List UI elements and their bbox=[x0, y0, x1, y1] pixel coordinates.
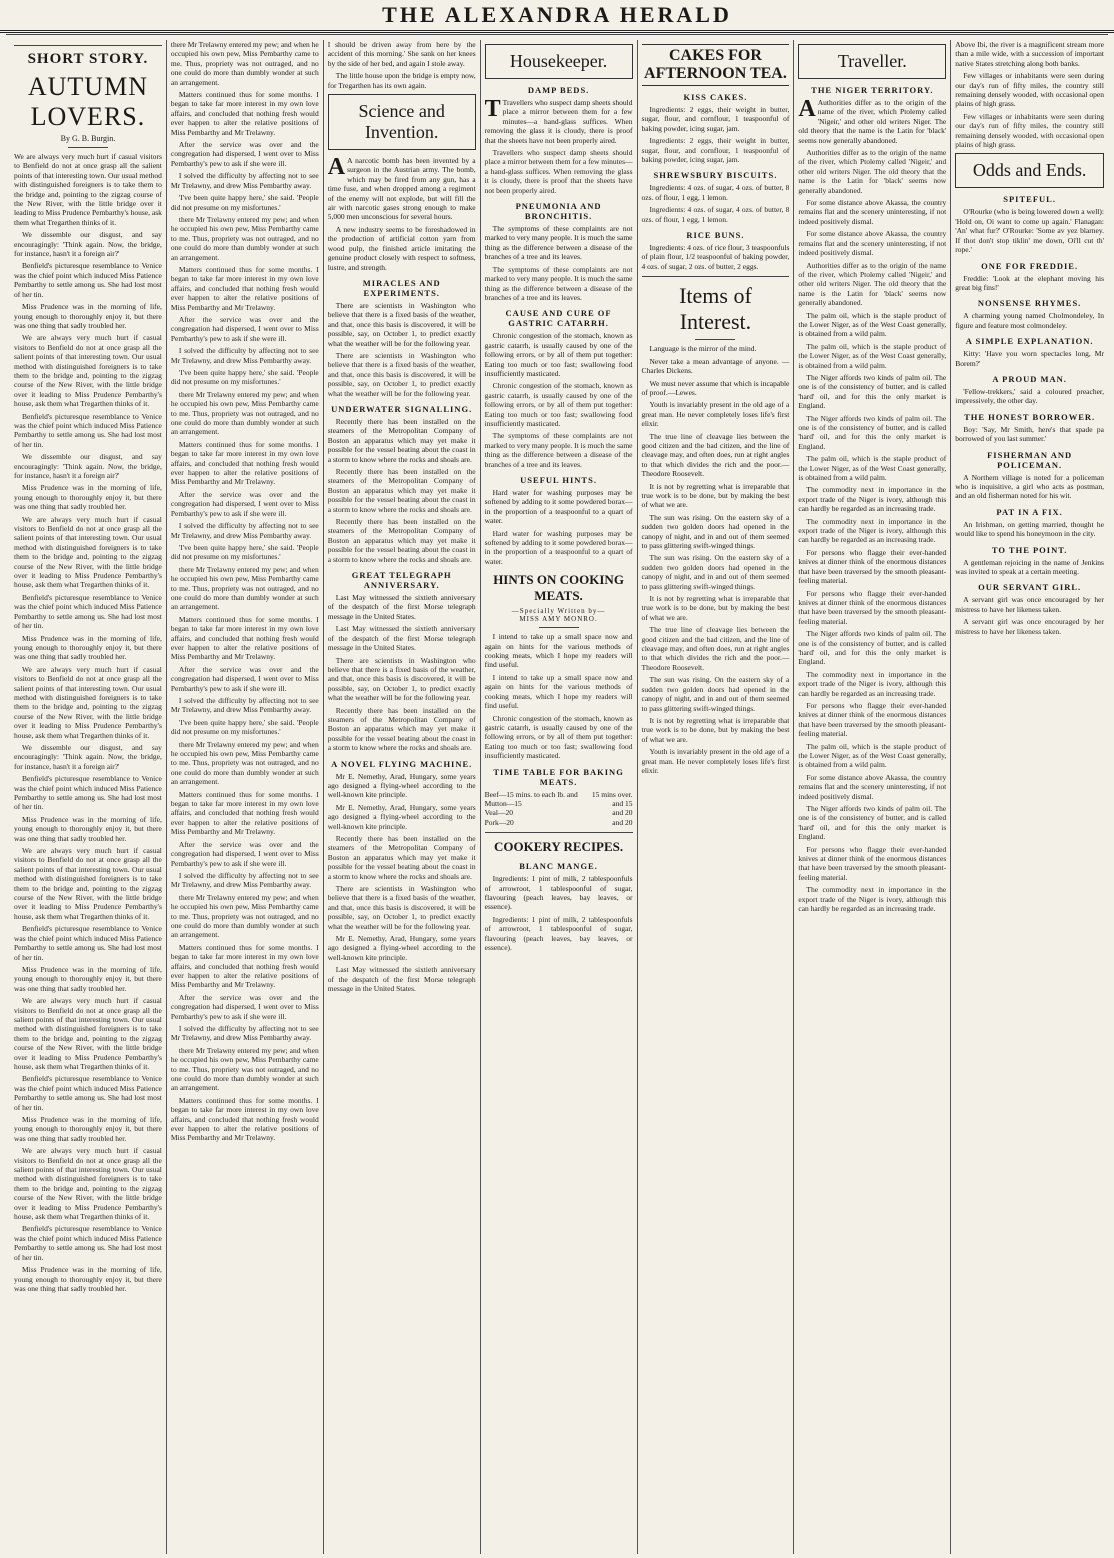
article-heading: GREAT TELEGRAPH ANNIVERSARY. bbox=[351, 570, 452, 591]
story-paragraph: After the service was over and the congregation had dispersed, I went over to Miss Pembarthy's pew to ask if she were ill. bbox=[170, 992, 319, 1021]
article-paragraph: For some distance above Akassa, the country remains flat and the scenery uninteresting, if not indeed positively dismal. bbox=[798, 772, 947, 801]
recipe-paragraph: Ingredients: 1 pint of milk, 2 tablespoonfuls of arrowroot, 1 tablespoonful of sugar, flavouring (peach leaves, bay leaves, or essence). bbox=[484, 914, 633, 952]
story-paragraph: Benfield's picturesque resemblance to Venice was the chief point which induced Miss Patience Pembarthy to settle among us. She had lost most of her tin. bbox=[14, 1074, 162, 1112]
joke-paragraph: A servant girl was once encouraged by her mistress to have her likeness taken. bbox=[955, 595, 1104, 614]
story-paragraph: We are always very much hurt if casual visitors to Benfield do not at once grasp all the salient points of that interesting town. Our usual method with distinguished foreigners is to take them to the bridge and, pointing to the zigzag course of the New River, with the little bridge over it leading to Miss Prudence Pembarthy's house, ask them what Tregarthen thinks of it. bbox=[14, 664, 162, 740]
masthead-rule bbox=[6, 34, 1108, 35]
article-paragraph: The Niger affords two kinds of palm oil. The one is of the consistency of butter, and is called 'hard' oil, and for this the only market is England. bbox=[798, 804, 947, 842]
article-heading: THE NIGER TERRITORY. bbox=[811, 85, 934, 95]
quote-paragraph: The true line of cleavage lies between the good citizen and the bad citizen, and the line of cleavage may, and often does, run at right angles to that which divides the rich and the poor.—Theodore Roosevelt. bbox=[641, 625, 790, 672]
columns bbox=[10, 40, 1108, 1554]
time-table-label: Mutton—15 bbox=[484, 798, 522, 808]
article-heading: UNDERWATER SIGNALLING. bbox=[331, 403, 473, 414]
story-paragraph: After the service was over and the congregation had dispersed, I went over to Miss Pembarthy's pew to ask if she were ill. bbox=[170, 664, 319, 693]
section-banner-housekeeper: Housekeeper. bbox=[485, 44, 633, 79]
article-paragraph: There are scientists in Washington who believe that there is a fixed basis of the weather, and that, once this basis is discovered, it will be possible, say, on October 1, to predict exactly what the weather will be for the following year. bbox=[327, 300, 476, 348]
quote-paragraph: The sun was rising. On the eastern sky of a sudden two golden doors had opened in the canopy of night, and in and out of them seemed to pass glittering swift-winged things. bbox=[641, 512, 790, 550]
article-paragraph: The commodity next in importance in the export trade of the Niger is ivory, although this can hardly be regarded as an increasing trade. bbox=[798, 669, 947, 698]
article-paragraph: Last May witnessed the sixtieth anniversary of the despatch of the first Morse telegraph message in the United States. bbox=[327, 965, 476, 994]
story-paragraph: 'I've been quite happy here,' she said. 'People did not presume on my misfortunes.' bbox=[170, 717, 319, 737]
article-paragraph: The Niger affords two kinds of palm oil. The one is of the consistency of butter, and is called 'hard' oil, and for this the only market is England. bbox=[798, 372, 947, 411]
story-paragraph: Benfield's picturesque resemblance to Venice was the chief point which induced Miss Patience Pembarthy to settle among us. She had lost most of her tin. bbox=[14, 261, 162, 299]
article-paragraph: Chronic congestion of the stomach, known as gastric catarrh, is usually caused by one of the following errors, or by all of them put together: Eating too much or too fast; swallowing food insufficiently masticated. bbox=[484, 331, 633, 378]
article-paragraph: The palm oil, which is the staple product of the Lower Niger, as of the West Coast generally, is obtained from a wild palm. bbox=[798, 341, 947, 370]
quote-paragraph: Youth is invariably present in the old age of a great man. He never completely loses life's first elixir. bbox=[641, 747, 790, 775]
quote-paragraph: It is not by regretting what is irreparable that true work is to be done, but by making the best of what we are. bbox=[641, 715, 790, 744]
story-paragraph: there Mr Trelawny entered my pew; and when he occupied his own pew, Miss Pembarthy came to me. Thus, propriety was not outraged, and no one could do more than dumbly wonder at such an arrangement. bbox=[170, 739, 319, 787]
joke-heading: OUR SERVANT GIRL. bbox=[978, 582, 1082, 593]
story-paragraph: there Mr Trelawny entered my pew; and when he occupied his own pew, Miss Pembarthy came to me. Thus, propriety was not outraged, and no one could do more than dumbly wonder at such an arrangement. bbox=[170, 214, 319, 262]
story-paragraph: We are always very much hurt if casual visitors to Benfield do not at once grasp all the salient points of that interesting town. Our usual method with distinguished foreigners is to take them to the bridge and, pointing to the zigzag course of the New River, with the little bridge over it leading to Miss Prudence Pembarthy's house, ask them what Tregarthen thinks of it. bbox=[14, 1146, 162, 1222]
article-paragraph: Recently there has been installed on the steamers of the Metropolitan Company of Boston an apparatus which may yet make it possible for the vessel beating about the coast in a storm to know where the rocks and shoals are. bbox=[327, 416, 476, 464]
masthead-title: THE ALEXANDRA HERALD bbox=[382, 2, 732, 27]
article-paragraph: Few villages or inhabitants were seen during our day's run of fifty miles, the country still remaining densely wooded, with occasional open plains of high grass. bbox=[955, 71, 1104, 109]
joke-paragraph: An Irishman, on getting married, thought he would like to spend his honeymoon in the city. bbox=[955, 519, 1104, 539]
story-paragraph: We are always very much hurt if casual visitors to Benfield do not at once grasp all the salient points of that interesting town. Our usual method with distinguished foreigners is to take them to the bridge and, pointing to the zigzag course of the New River, with the little bridge over it leading to Miss Prudence Pembarthy's house, ask them what Tregarthen thinks of it. bbox=[14, 996, 162, 1071]
story-paragraph: Miss Prudence was in the morning of life, young enough to thoroughly enjoy it, but there was one thing that sadly troubled her. bbox=[14, 1115, 162, 1143]
article-heading: COOKERY RECIPES. bbox=[494, 839, 624, 855]
joke-paragraph: O'Rourke (who is being lowered down a well): 'Hold on, Oi want to come up again.' Flanagan: 'An' what fur?' O'Rourke: 'Some av yez blarney. If thot don't stop tiklin' me down, Oi'll cut th' rope.' bbox=[955, 207, 1104, 255]
story-paragraph: After the service was over and the congregation had dispersed, I went over to Miss Pembarthy's pew to ask if she were ill. bbox=[170, 314, 319, 343]
article-paragraph: Hard water for washing purposes may be softened by adding to it some powdered borax—in the proportion of a teaspoonful to a quart of water. bbox=[484, 488, 633, 526]
story-paragraph: We dissemble our disgust, and say encouragingly: 'Think again. Now, the bridge, for instance, hasn't it a foreign air?' bbox=[14, 230, 162, 259]
story-paragraph: After the service was over and the congregation had dispersed, I went over to Miss Pembarthy's pew to ask if she were ill. bbox=[170, 140, 319, 168]
joke-heading: FISHERMAN AND POLICEMAN. bbox=[987, 449, 1073, 470]
recipe-heading: KISS CAKES. bbox=[683, 92, 748, 102]
story-paragraph: We are always very much hurt if casual visitors to Benfield do not at once grasp all the salient points of that interesting town. Our usual method with distinguished foreigners is to take them to the bridge and, pointing to the zigzag course of the New River, with the little bridge over it leading to Miss Prudence Pembarthy's house, ask them what Tregarthen thinks of it. bbox=[14, 514, 162, 590]
quote-paragraph: Never take a mean advantage of anyone. —Charles Dickens. bbox=[641, 356, 790, 376]
story-paragraph: I solved the difficulty by affecting not to see Mr Trelawny, and drew Miss Pembarthy away. bbox=[170, 171, 319, 190]
article-paragraph: The symptoms of these complaints are not marked to very many people. It is much the same thing as the difference between a disease of the branches of a tree and its leaves. bbox=[484, 264, 633, 302]
article-paragraph: The symptoms of these complaints are not marked to very many people. It is much the same thing as the difference between a disease of the branches of a tree and its leaves. bbox=[484, 431, 633, 469]
article-paragraph: Few villages or inhabitants were seen during our day's run of fifty miles, the country still remaining densely wooded, with occasional open plains of high grass. bbox=[955, 111, 1104, 150]
article-paragraph bbox=[485, 98, 633, 145]
article-paragraph: Mr E. Nemethy, Arad, Hungary, some years ago designed a flying-wheel according to the well-known kite principle. bbox=[327, 802, 476, 831]
time-table-row bbox=[485, 808, 633, 817]
story-title: AUTUMN LOVERS. bbox=[27, 72, 148, 131]
article-paragraph: For persons who flagge their ever-handed knives at dinner think of the enormous distances that have been traversed by the smooth pleasant-feeling material. bbox=[798, 547, 947, 586]
story-paragraph: I should be driven away from here by the accident of this morning.' She sank on her knees by the side of her bed, and again I stole away. bbox=[327, 40, 476, 68]
time-table-value: and 20 bbox=[612, 817, 633, 827]
masthead bbox=[0, 0, 1114, 33]
baking-time-table bbox=[485, 790, 633, 828]
recipe-paragraph: Ingredients: 2 eggs, their weight in butter, sugar, flour, and cornflour, 1 teaspoonful of baking powder, icing sugar, jam. bbox=[641, 136, 790, 165]
time-table-value: and 15 bbox=[612, 798, 633, 808]
story-paragraph: Miss Prudence was in the morning of life, young enough to thoroughly enjoy it, but there was one thing that sadly troubled her. bbox=[14, 483, 162, 512]
section-banner-cakes: CAKES FOR AFTERNOON TEA. bbox=[642, 44, 790, 86]
divider bbox=[695, 339, 735, 340]
story-paragraph: I solved the difficulty by affecting not to see Mr Trelawny, and drew Miss Pembarthy away. bbox=[170, 696, 319, 715]
story-paragraph: there Mr Trelawny entered my pew; and when he occupied his own pew, Miss Pembarthy came to me. Thus, propriety was not outraged, and no one could do more than dumbly wonder at such an arrangement. bbox=[170, 40, 319, 87]
story-paragraph: We are always very much hurt if casual visitors to Benfield do not at once grasp all the salient points of that interesting town. Our usual method with distinguished foreigners is to take them to the bridge and, pointing to the zigzag course of the New River, with the little bridge over it leading to Miss Prudence Pembarthy's house, ask them what Tregarthen thinks of it. bbox=[14, 333, 162, 409]
article-paragraph: Last May witnessed the sixtieth anniversary of the despatch of the first Morse telegraph message in the United States. bbox=[327, 593, 476, 621]
column-3 bbox=[324, 40, 481, 1554]
section-banner-traveller: Traveller. bbox=[798, 44, 946, 79]
article-paragraph: Recently there has been installed on the steamers of the Metropolitan Company of Boston an apparatus which may yet make it possible for the vessel beating about the coast in a storm to know where the rocks and shoals are. bbox=[327, 467, 476, 514]
story-paragraph: 'I've been quite happy here,' she said. 'People did not presume on my misfortunes.' bbox=[170, 368, 319, 387]
article-paragraph: Authorities differ as to the origin of the name of the river, which Ptolemy called 'Nigeir,' and other old writers Niger. The old theory that the name is the Latin for 'black' seems now generally abandoned. bbox=[798, 260, 947, 308]
story-byline: By G. B. Burgin. bbox=[60, 134, 116, 143]
article-paragraph bbox=[798, 98, 946, 145]
article-heading: TIME TABLE FOR BAKING MEATS. bbox=[493, 766, 624, 787]
section-banner-items: Items of Interest. bbox=[679, 283, 752, 335]
article-paragraph: Mr E. Nemethy, Arad, Hungary, some years ago designed a flying-wheel according to the well-known kite principle. bbox=[327, 771, 476, 800]
column-5 bbox=[638, 40, 795, 1554]
time-table-label: Veal—20 bbox=[484, 808, 513, 818]
divider bbox=[485, 832, 633, 833]
article-paragraph: I intend to take up a small space now and again on hints for the various methods of cooking meats, which I hope my readers will find useful. bbox=[484, 672, 633, 711]
article-paragraph: There are scientists in Washington who believe that there is a fixed basis of the weather, and that, once this basis is discovered, it will be possible, say, on October 1, to predict exactly what the weather will be for the following year. bbox=[327, 655, 476, 703]
joke-paragraph: A Northern village is noted for a policeman who is inquisitive, a girl who acts as postman, and an old fisherman noted for his wit. bbox=[955, 472, 1104, 501]
article-credit: —Specially Written by— bbox=[511, 607, 606, 616]
story-paragraph: We are always very much hurt if casual visitors to Benfield do not at once grasp all the salient points of that interesting town. Our usual method with distinguished foreigners is to take them to the bridge and, pointing to the zigzag course of the New River, with the little bridge over it leading to Miss Prudence Pembarthy's house, ask them what Tregarthen thinks of it. bbox=[14, 152, 162, 227]
article-paragraph: Chronic congestion of the stomach, known as gastric catarrh, is usually caused by one of the following errors, or by all of them put together: Eating too much or too fast; swallowing food insufficiently masticated. bbox=[484, 381, 633, 428]
article-heading: PNEUMONIA AND BRONCHITIS. bbox=[515, 201, 602, 222]
article-credit-author: MISS AMY MONRO. bbox=[519, 615, 598, 624]
story-paragraph: Miss Prudence was in the morning of life, young enough to thoroughly enjoy it, but there was one thing that sadly troubled her. bbox=[14, 964, 162, 993]
article-paragraph: The palm oil, which is the staple product of the Lower Niger, as of the West Coast generally, is obtained from a wild palm. bbox=[798, 454, 947, 483]
story-paragraph: Matters continued thus for some months. I began to take far more interest in my own love affairs, and concluded that nothing fresh would ever happen to alter the relative positions of Miss Pembarthy and Mr Trelawny. bbox=[170, 264, 319, 312]
recipe-paragraph: Ingredients: 4 ozs. of sugar, 4 ozs. of butter, 8 ozs. of flour, 1 egg, 1 lemon. bbox=[641, 183, 790, 202]
section-banner-odds: Odds and Ends. bbox=[955, 153, 1104, 188]
quote-paragraph: The sun was rising. On the eastern sky of a sudden two golden doors had opened in the canopy of night, and in and out of them seemed to pass glittering swift-winged things. bbox=[641, 675, 790, 713]
divider bbox=[539, 627, 579, 628]
article-text: Authorities differ as to the origin of the name of the river, which Ptolemy called 'Nigeir,' and other old writers Niger. The old theory that the name is the Latin for 'black' seems now generally abandoned. bbox=[798, 98, 947, 145]
article-paragraph: The palm oil, which is the staple product of the Lower Niger, as of the West Coast generally, is obtained from a wild palm. bbox=[798, 741, 947, 770]
joke-heading: TO THE POINT. bbox=[991, 544, 1068, 555]
time-table-value: and 20 bbox=[612, 808, 633, 818]
joke-paragraph: Kitty: 'Have you worn spectacles long, Mr Borem?' bbox=[955, 349, 1104, 368]
story-paragraph: there Mr Trelawny entered my pew; and when he occupied his own pew, Miss Pembarthy came to me. Thus, propriety was not outraged, and no one could do more than dumbly wonder at such an arrangement. bbox=[170, 892, 319, 940]
story-paragraph: 'I've been quite happy here,' she said. 'People did not presume on my misfortunes.' bbox=[170, 193, 319, 212]
article-paragraph: For persons who flagge their ever-handed knives at dinner think of the enormous distances that have been traversed by the smooth pleasant-feeling material. bbox=[798, 588, 947, 626]
story-paragraph: Benfield's picturesque resemblance to Venice was the chief point which induced Miss Patience Pembarthy to settle among us. She had lost most of her tin. bbox=[14, 411, 162, 449]
article-paragraph: The symptoms of these complaints are not marked to very many people. It is much the same thing as the difference between a disease of the branches of a tree and its leaves. bbox=[484, 224, 633, 262]
section-banner-science: Science and Invention. bbox=[328, 94, 476, 150]
article-paragraph: Authorities differ as to the origin of the name of the river, which Ptolemy called 'Nigeir,' and other old writers Niger. The old theory that the name is the Latin for 'black' seems now generally abandoned. bbox=[798, 148, 947, 195]
joke-heading: PAT IN A FIX. bbox=[996, 506, 1063, 517]
article-paragraph: Hard water for washing purposes may be softened by adding to it some powdered borax—in the proportion of a teaspoonful to a quart of water. bbox=[484, 528, 633, 566]
article-paragraph: Last May witnessed the sixtieth anniversary of the despatch of the first Morse telegraph message in the United States. bbox=[327, 624, 476, 653]
story-paragraph: Benfield's picturesque resemblance to Venice was the chief point which induced Miss Patience Pembarthy to settle among us. She had lost most of her tin. bbox=[14, 592, 162, 631]
dropcap: T bbox=[484, 96, 501, 122]
quote-paragraph: We must never assume that which is incapable of proof.—Lewes. bbox=[641, 378, 790, 397]
article-paragraph: Above Ibi, the river is a magnificent stream more than a mile wide, with a succession of important native States stretching along both banks. bbox=[955, 40, 1104, 68]
story-paragraph: I solved the difficulty by affecting not to see Mr Trelawny, and drew Miss Pembarthy away. bbox=[170, 521, 319, 540]
article-heading: USEFUL HINTS. bbox=[520, 475, 597, 485]
column-6 bbox=[794, 40, 951, 1554]
story-paragraph: there Mr Trelawny entered my pew; and when he occupied his own pew, Miss Pembarthy came to me. Thus, propriety was not outraged, and no one could do more than dumbly wonder at such an arrangement. bbox=[170, 389, 319, 437]
joke-heading: ONE FOR FREDDIE. bbox=[981, 260, 1079, 271]
story-paragraph: We dissemble our disgust, and say encouragingly: 'Think again. Now, the bridge, for instance, hasn't it a foreign air?' bbox=[14, 742, 162, 771]
quote-paragraph: Youth is invariably present in the old age of a great man. He never completely loses life's first elixir. bbox=[641, 400, 790, 429]
divider bbox=[68, 147, 108, 148]
story-paragraph: Matters continued thus for some months. I began to take far more interest in my own love affairs, and concluded that nothing fresh would ever happen to alter the relative positions of Miss Pembarthy and Mr Trelawny. bbox=[170, 942, 319, 990]
joke-paragraph: Freddie: 'Look at the elephant moving his great big fins!' bbox=[955, 273, 1104, 292]
story-paragraph: Matters continued thus for some months. I began to take far more interest in my own love affairs, and concluded that nothing fresh would ever happen to alter the relative positions of Miss Pembarthy and Mr Trelawny. bbox=[170, 90, 319, 137]
story-paragraph: Miss Prudence was in the morning of life, young enough to thoroughly enjoy it, but there was one thing that sadly troubled her. bbox=[14, 633, 162, 662]
quote-paragraph: Language is the mirror of the mind. bbox=[649, 344, 757, 354]
story-paragraph: there Mr Trelawny entered my pew; and when he occupied his own pew, Miss Pembarthy came to me. Thus, propriety was not outraged, and no one could do more than dumbly wonder at such an arrangement. bbox=[170, 1045, 319, 1093]
story-paragraph: I solved the difficulty by affecting not to see Mr Trelawny, and drew Miss Pembarthy away. bbox=[170, 346, 319, 365]
article-heading: MIRACLES AND EXPERIMENTS. bbox=[362, 277, 441, 298]
joke-heading: NONSENSE RHYMES. bbox=[977, 298, 1082, 309]
article-paragraph: Travellers who suspect damp sheets should place a mirror between them for a few minutes—a hand-glass suffices. When removing the glass it is cloudy, there is proof that the sheets have not been properly aired. bbox=[484, 148, 633, 195]
story-paragraph: Benfield's picturesque resemblance to Venice was the chief point which induced Miss Patience Pembarthy to settle among us. She had lost most of her tin. bbox=[14, 924, 162, 962]
story-paragraph: We are always very much hurt if casual visitors to Benfield do not at once grasp all the salient points of that interesting town. Our usual method with distinguished foreigners is to take them to the bridge and, pointing to the zigzag course of the New River, with the little bridge over it leading to Miss Prudence Pembarthy's house, ask them what Tregarthen thinks of it. bbox=[14, 846, 162, 921]
article-paragraph: For persons who flagge their ever-handed knives at dinner think of the enormous distances that have been traversed by the smooth pleasant-feeling material. bbox=[798, 844, 947, 882]
article-paragraph: The commodity next in importance in the export trade of the Niger is ivory, although this can hardly be regarded as an increasing trade. bbox=[798, 516, 947, 545]
quote-paragraph: The sun was rising. On the eastern sky of a sudden two golden doors had opened in the canopy of night, and in and out of them seemed to pass glittering swift-winged things. bbox=[641, 553, 790, 591]
article-paragraph bbox=[328, 156, 476, 222]
article-paragraph: Recently there has been installed on the steamers of the Metropolitan Company of Boston an apparatus which may yet make it possible for the vessel beating about the coast in a storm to know where the rocks and shoals are. bbox=[327, 517, 476, 564]
recipe-heading: RICE BUNS. bbox=[686, 230, 745, 241]
article-paragraph: The Niger affords two kinds of palm oil. The one is of the consistency of butter, and is called 'hard' oil, and for this the only market is England. bbox=[798, 629, 947, 667]
article-paragraph: Mr E. Nemethy, Arad, Hungary, some years ago designed a flying-wheel according to the well-known kite principle. bbox=[327, 934, 476, 962]
story-paragraph: After the service was over and the congregation had dispersed, I went over to Miss Pembarthy's pew to ask if she were ill. bbox=[170, 839, 319, 868]
recipe-paragraph: Ingredients: 1 pint of milk, 2 tablespoonfuls of arrowroot, 1 tablespoonful of sugar, flavouring (peach leaves, bay leaves, or essence). bbox=[484, 874, 633, 912]
article-paragraph: For persons who flagge their ever-handed knives at dinner think of the enormous distances that have been traversed by the smooth pleasant-feeling material. bbox=[798, 700, 947, 739]
story-paragraph: Miss Prudence was in the morning of life, young enough to thoroughly enjoy it, but there was one thing that sadly troubled her. bbox=[14, 302, 162, 330]
story-paragraph: Matters continued thus for some months. I began to take far more interest in my own love affairs, and concluded that nothing fresh would ever happen to alter the relative positions of Miss Pembarthy and Mr Trelawny. bbox=[170, 1095, 319, 1143]
story-paragraph: Benfield's picturesque resemblance to Venice was the chief point which induced Miss Patience Pembarthy to settle among us. She had lost most of her tin. bbox=[14, 774, 162, 812]
joke-heading: THE HONEST BORROWER. bbox=[964, 411, 1096, 422]
article-heading: DAMP BEDS. bbox=[527, 85, 590, 95]
article-paragraph: There are scientists in Washington who believe that there is a fixed basis of the weather, and that, once this basis is discovered, it will be possible, say, on October 1, to predict exactly what the weather will be for the following year. bbox=[327, 884, 476, 931]
time-table-row bbox=[485, 799, 633, 808]
article-text: Travellers who suspect damp sheets should place a mirror between them for a few minutes—a hand-glass suffices. When removing the glass it is cloudy, there is proof that the sheets have not been properly aired. bbox=[484, 98, 633, 145]
story-kicker: SHORT STORY. bbox=[27, 51, 149, 67]
recipe-paragraph: Ingredients: 4 ozs. of sugar, 4 ozs. of butter, 8 ozs. of flour, 1 egg, 1 lemon. bbox=[641, 205, 790, 224]
column-2 bbox=[167, 40, 324, 1554]
story-paragraph: Matters continued thus for some months. I began to take far more interest in my own love affairs, and concluded that nothing fresh would ever happen to alter the relative positions of Miss Pembarthy and Mr Trelawny. bbox=[170, 789, 319, 837]
article-paragraph: Chronic congestion of the stomach, known as gastric catarrh, is usually caused by one of the following errors, or by all of them put together: Eating too much or too fast; swallowing food insufficiently masticated. bbox=[484, 713, 633, 761]
joke-paragraph: A servant girl was once encouraged by her mistress to have her likeness taken. bbox=[955, 617, 1104, 636]
article-heading: CAUSE AND CURE OF GASTRIC CATARRH. bbox=[505, 308, 612, 329]
joke-paragraph: A charming young named Cholmondeley, In figure and feature most colmondeley. bbox=[955, 311, 1104, 330]
joke-heading: SPITEFUL. bbox=[1003, 194, 1056, 205]
article-paragraph: The commodity next in importance in the export trade of the Niger is ivory, although this can hardly be regarded as an increasing trade. bbox=[798, 885, 947, 914]
story-paragraph: Miss Prudence was in the morning of life, young enough to thoroughly enjoy it, but there was one thing that sadly troubled her. bbox=[14, 814, 162, 843]
article-text: A narcotic bomb has been invented by a surgeon in the Austrian army. The bomb, which may be fired from any gun, has a time fuse, and when dropped among a regiment of the enemy will not explode, but will fill the air with narcotic gases strong enough to make 5,000 men unconscious for several hours. bbox=[327, 156, 476, 222]
story-paragraph: The little house upon the bridge is empty now, for Tregarthen has its own again. bbox=[327, 71, 476, 90]
article-heading: A NOVEL FLYING MACHINE. bbox=[331, 758, 473, 769]
story-paragraph: 'I've been quite happy here,' she said. 'People did not presume on my misfortunes.' bbox=[170, 542, 319, 562]
time-table-value: 15 mins over. bbox=[591, 789, 633, 799]
story-paragraph: I solved the difficulty by affecting not to see Mr Trelawny, and drew Miss Pembarthy away. bbox=[170, 1024, 319, 1043]
joke-heading: A SIMPLE EXPLANATION. bbox=[965, 336, 1094, 347]
joke-paragraph: A gentleman rejoicing in the name of Jenkins was invited to speak at a certain meeting. bbox=[955, 557, 1104, 576]
article-paragraph: I intend to take up a small space now and again on hints for the various methods of cooking meats, which I hope my readers will find useful. bbox=[484, 632, 633, 670]
recipe-heading: SHREWSBURY BISCUITS. bbox=[653, 170, 778, 181]
quote-paragraph: It is not by regretting what is irreparable that true work is to be done, but by making the best of what we are. bbox=[641, 481, 790, 510]
recipe-paragraph: Ingredients: 2 eggs, their weight in butter, sugar, flour, and cornflour, 1 teaspoonful of baking powder, icing sugar, jam. bbox=[641, 105, 790, 133]
dropcap: A bbox=[327, 154, 346, 181]
time-table-row bbox=[485, 818, 633, 827]
story-paragraph: After the service was over and the congregation had dispersed, I went over to Miss Pembarthy's pew to ask if she were ill. bbox=[170, 489, 319, 518]
article-paragraph: There are scientists in Washington who believe that there is a fixed basis of the weather, and that, once this basis is discovered, it will be possible, say, on October 1, to predict exactly what the weather will be for the following year. bbox=[327, 350, 476, 398]
article-paragraph: Recently there has been installed on the steamers of the Metropolitan Company of Boston an apparatus which may yet make it possible for the vessel beating about the coast in a storm to know where the rocks and shoals are. bbox=[327, 705, 476, 753]
quote-paragraph: The true line of cleavage lies between the good citizen and the bad citizen, and the line of cleavage may, and often does, run at right angles to that which divides the rich and the poor.—Theodore Roosevelt. bbox=[641, 431, 790, 479]
time-table-row bbox=[485, 790, 633, 799]
column-4 bbox=[481, 40, 638, 1554]
time-table-label: Beef—15 mins. to each lb. and bbox=[484, 789, 578, 799]
article-paragraph: Recently there has been installed on the steamers of the Metropolitan Company of Boston an apparatus which may yet make it possible for the vessel beating about the coast in a storm to know where the rocks and shoals are. bbox=[327, 834, 476, 881]
article-heading: HINTS ON COOKING MEATS. bbox=[493, 572, 624, 604]
joke-heading: A PROUD MAN. bbox=[992, 373, 1067, 384]
divider bbox=[642, 276, 790, 277]
joke-paragraph: 'Fellow-trekkers,' said a coloured preacher, impressively, the other day. bbox=[955, 386, 1104, 406]
story-paragraph: I solved the difficulty by affecting not to see Mr Trelawny, and drew Miss Pembarthy away. bbox=[170, 870, 319, 890]
column-7 bbox=[951, 40, 1108, 1554]
article-paragraph: The palm oil, which is the staple product of the Lower Niger, as of the West Coast generally, is obtained from a wild palm. bbox=[798, 310, 947, 339]
divider bbox=[14, 45, 162, 46]
story-paragraph: Matters continued thus for some months. I began to take far more interest in my own love affairs, and concluded that nothing fresh would ever happen to alter the relative positions of Miss Pembarthy and Mr Trelawny. bbox=[170, 614, 319, 662]
article-paragraph: A new industry seems to be foreshadowed in the production of artificial cotton yarn from wood pulp, the finished article imitating the genuine product closely with respect to softness, lustre, and strength. bbox=[327, 224, 476, 272]
column-1 bbox=[10, 40, 167, 1554]
joke-paragraph: Boy: 'Say, Mr Smith, here's that spade pa borrowed of you last summer.' bbox=[955, 424, 1104, 444]
story-paragraph: Miss Prudence was in the morning of life, young enough to thoroughly enjoy it, but there was one thing that sadly troubled her. bbox=[14, 1265, 162, 1293]
article-paragraph: For some distance above Akassa, the country remains flat and the scenery uninteresting, if not indeed positively dismal. bbox=[798, 229, 947, 258]
story-paragraph: Benfield's picturesque resemblance to Venice was the chief point which induced Miss Patience Pembarthy to settle among us. She had lost most of her tin. bbox=[14, 1224, 162, 1262]
dropcap: A bbox=[798, 96, 816, 122]
quote-paragraph: It is not by regretting what is irreparable that true work is to be done, but by making the best of what we are. bbox=[641, 594, 790, 622]
article-paragraph: For some distance above Akassa, the country remains flat and the scenery uninteresting, if not indeed positively dismal. bbox=[798, 198, 947, 226]
story-paragraph: We dissemble our disgust, and say encouragingly: 'Think again. Now, the bridge, for instance, hasn't it a foreign air?' bbox=[14, 452, 162, 480]
story-paragraph: there Mr Trelawny entered my pew; and when he occupied his own pew, Miss Pembarthy came to me. Thus, propriety was not outraged, and no one could do more than dumbly wonder at such an arrangement. bbox=[170, 564, 319, 612]
recipe-paragraph: Ingredients: 4 ozs. of rice flour, 3 teaspoonfuls of plain flour, 1/2 teaspoonful of baking powder, 4 ozs. of sugar, 2 ozs. of butter, 2 eggs. bbox=[641, 243, 790, 271]
time-table-label: Pork—20 bbox=[484, 817, 514, 827]
article-paragraph: The commodity next in importance in the export trade of the Niger is ivory, although this can hardly be regarded as an increasing trade. bbox=[798, 485, 947, 514]
recipe-heading: BLANC MANGE. bbox=[519, 861, 598, 872]
article-paragraph: The Niger affords two kinds of palm oil. The one is of the consistency of butter, and is called 'hard' oil, and for this the only market is England. bbox=[798, 413, 947, 451]
story-paragraph: Matters continued thus for some months. I began to take far more interest in my own love affairs, and concluded that nothing fresh would ever happen to alter the relative positions of Miss Pembarthy and Mr Trelawny. bbox=[170, 439, 319, 487]
